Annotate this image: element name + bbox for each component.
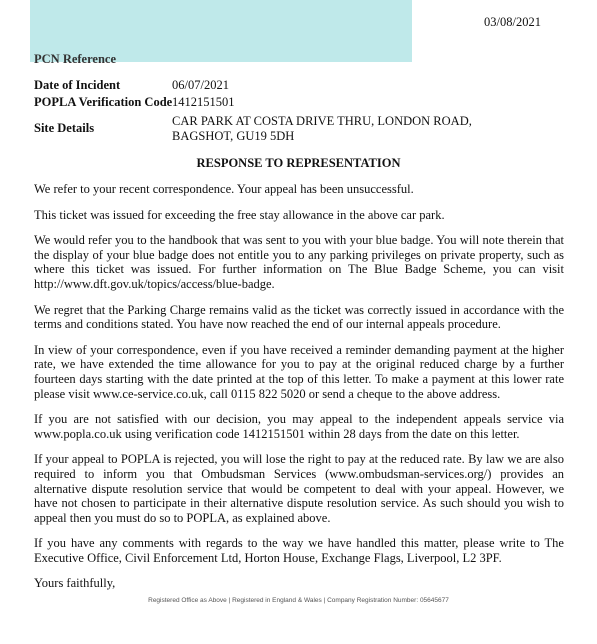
incident-date-value: 06/07/2021 [172,78,229,92]
pcn-reference-label: PCN Reference [34,52,117,66]
paragraph: We would refer you to the handbook that was sent to you with your blue badge. You will note therein that the display of your blue badge does not entitle you to any parking privileges on private property, such as where this ticket was issued. For further information on The Blue Badge Scheme, you can visit http://www.dft.gov.uk/topics/access/blue-badge. [34,233,564,291]
site-address-line-2: BAGSHOT, GU19 5DH [172,129,295,143]
site-details-value [172,114,472,144]
paragraph: If you have any comments with regards to the way we have handled this matter, please write to The Executive Office, Civil Enforcement Ltd, Horton House, Exchange Flags, Liverpool, L2 3PF. [34,536,564,565]
site-details-label: Site Details [34,121,95,135]
popla-code-value: 1412151501 [172,95,235,109]
paragraph: If you are not satisfied with our decision, you may appeal to the independent appeals service via www.popla.co.uk using verification code 1412151501 within 28 days from the date on this letter. [34,412,564,441]
site-address-line-1: CAR PARK AT COSTA DRIVE THRU, LONDON ROAD, [172,114,472,128]
letter-date: 03/08/2021 [484,15,541,29]
signoff: Yours faithfully, [34,576,116,591]
letter-body [34,182,564,602]
paragraph: This ticket was issued for exceeding the free stay allowance in the above car park. [34,207,445,222]
letter-heading: RESPONSE TO REPRESENTATION [196,156,401,170]
paragraph: In view of your correspondence, even if you have received a reminder demanding payment at the higher rate, we have extended the time allowance for you to pay at the original reduced charge by a further fourteen days starting with the date printed at the top of this letter. To make a payment at this lower rate please visit www.ce-service.co.uk, call 0115 822 5020 or send a cheque to the above address. [34,342,564,401]
paragraph: We refer to your recent correspondence. Your appeal has been unsuccessful. [34,182,414,196]
pcn-reference-row [34,52,294,72]
incident-date-label: Date of Incident [34,78,121,92]
footer-registration: Registered Office as Above | Registered in England & Wales | Company Registration Number: 05645677 [148,597,449,604]
paragraph: We regret that the Parking Charge remains valid as the ticket was correctly issued in accordance with the terms and conditions stated. You have now reached the end of our internal appeals procedure. [34,302,564,332]
paragraph: If your appeal to POPLA is rejected, you will lose the right to pay at the reduced rate. By law we are also required to inform you that Ombudsman Services (www.ombudsman-services.org/) provides an alternative dispute resolution service that would be competent to deal with your appeal. However, we have not chosen to participate in their alternative dispute resolution service. As such should you wish to appeal then you must do so to POPLA, as explained above. [34,452,564,525]
popla-code-label: POPLA Verification Code [34,95,173,109]
